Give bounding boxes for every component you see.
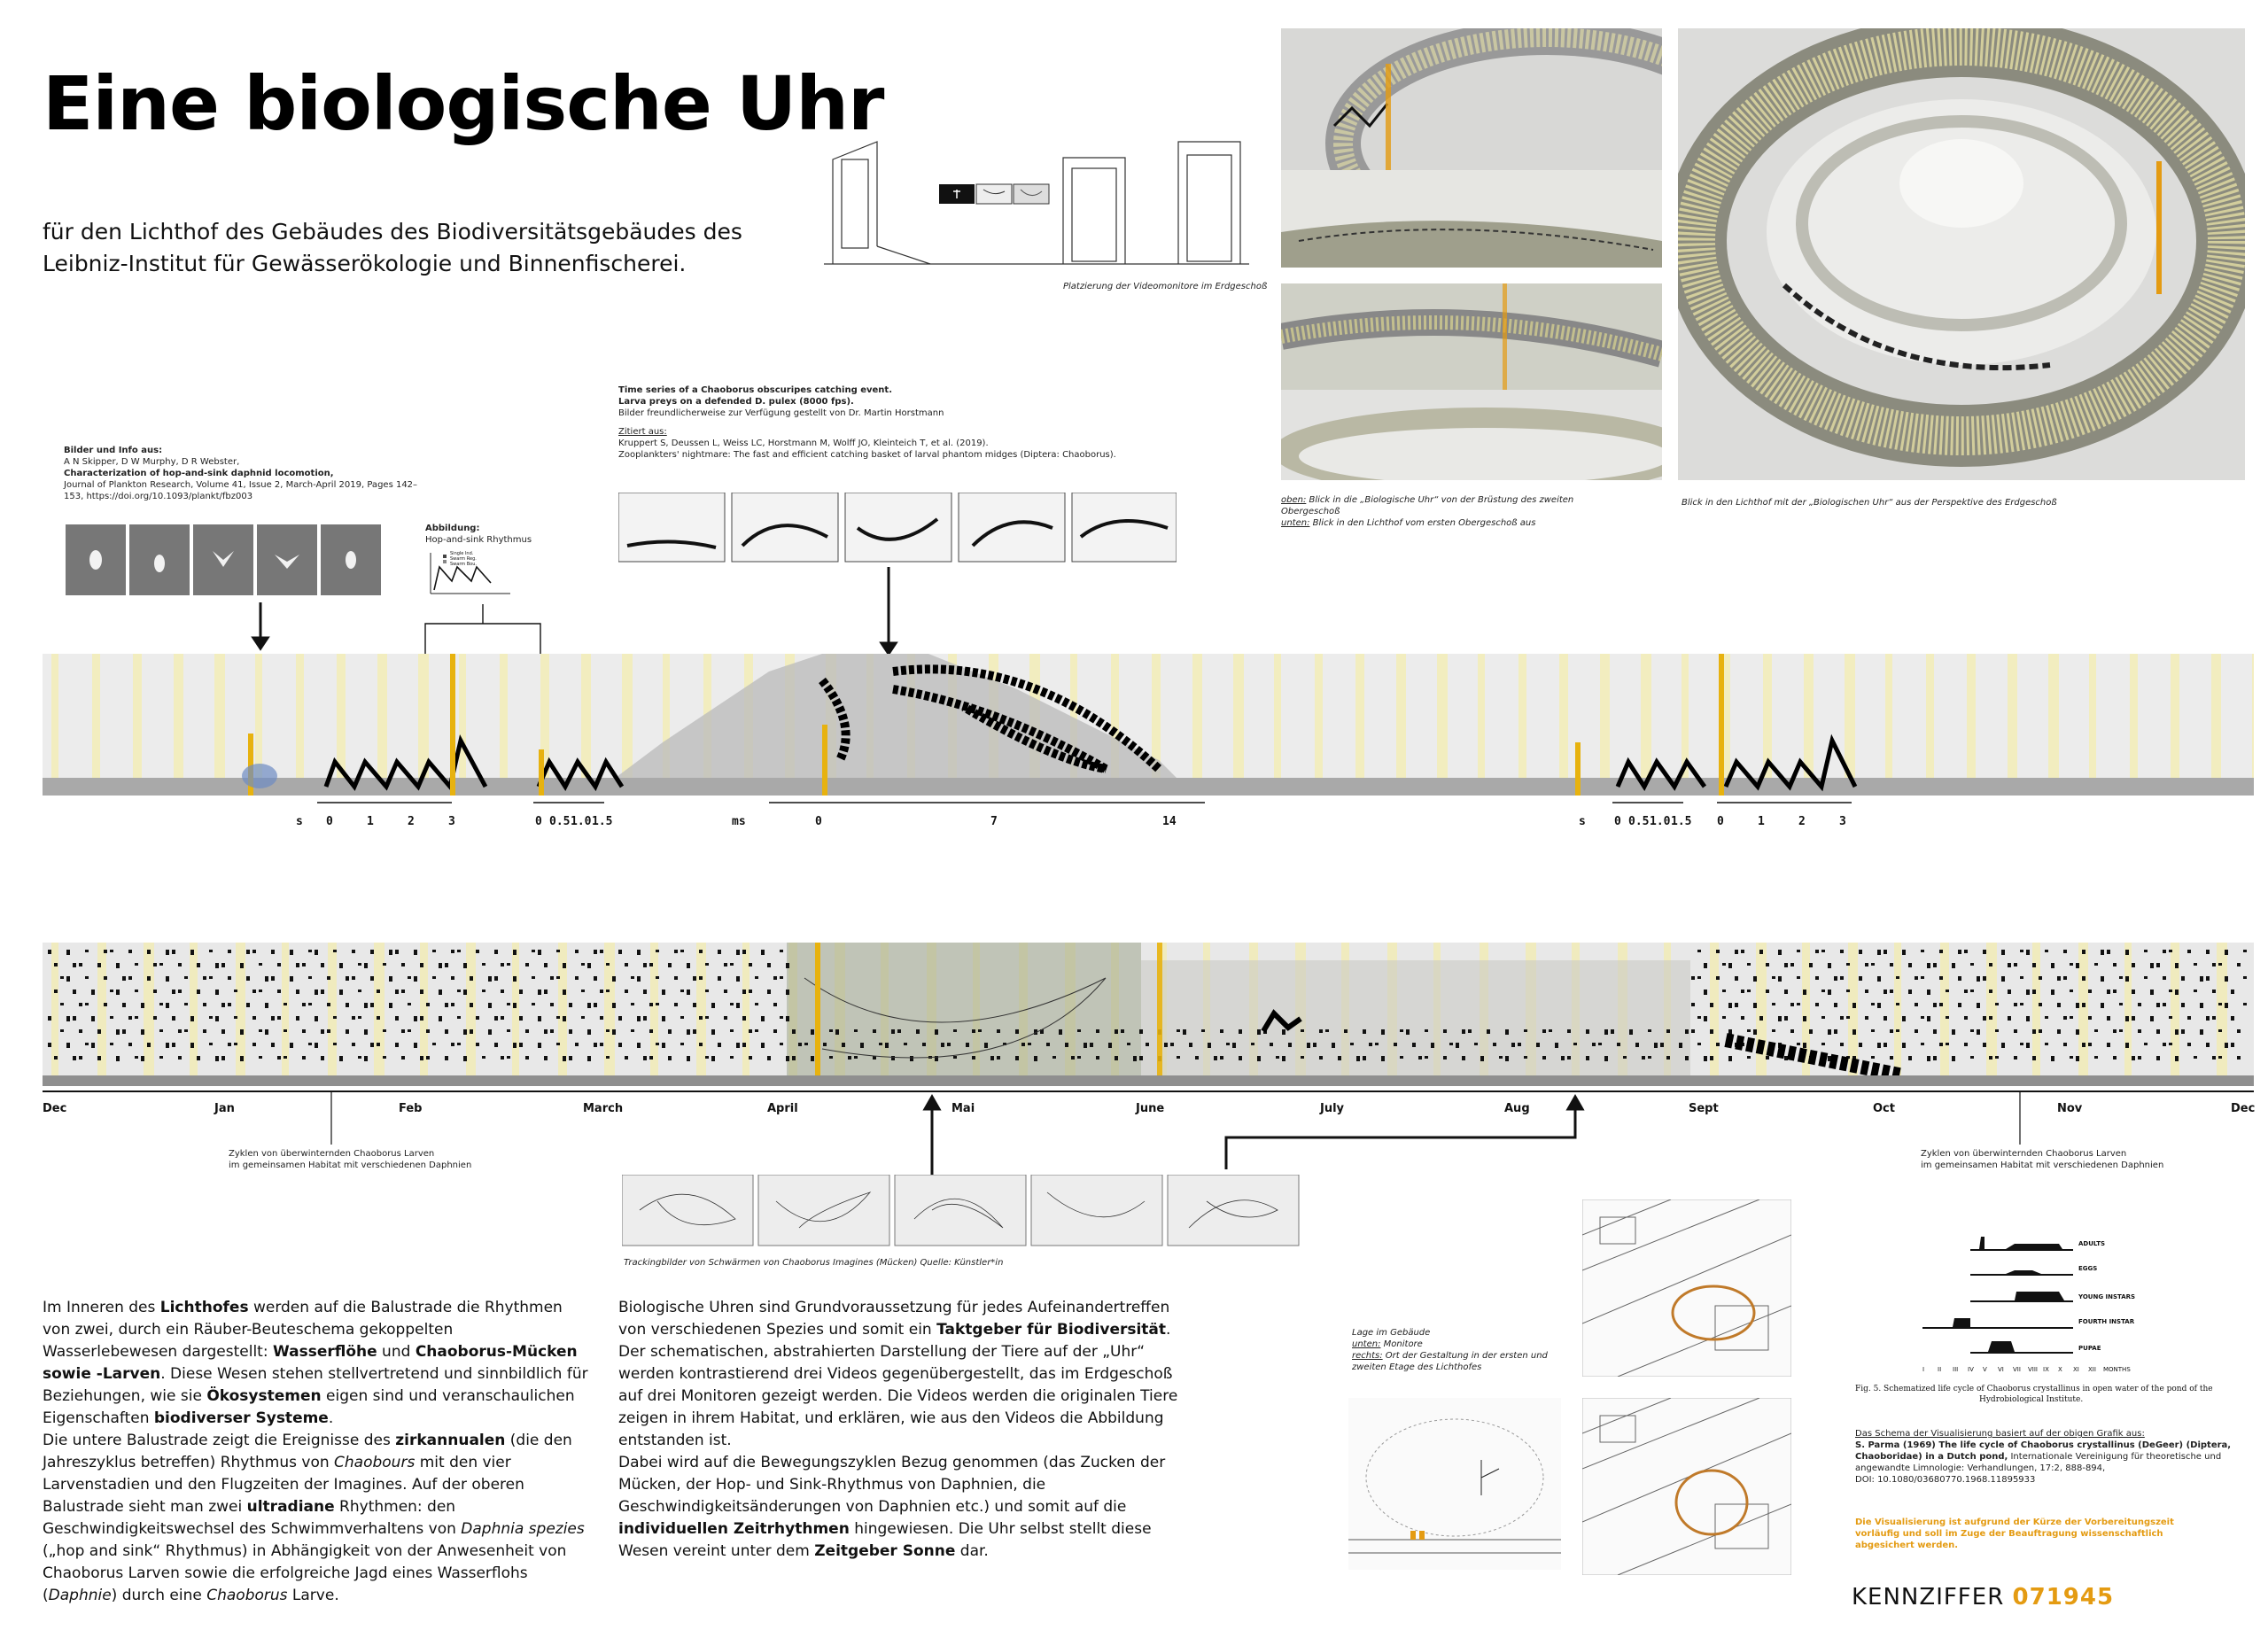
lifecycle-axis-label: VII	[2013, 1366, 2021, 1373]
month-label: Dec	[2231, 1102, 2256, 1115]
lifecycle-schema	[1917, 1226, 2236, 1368]
upper-scale-s-left: s	[296, 815, 303, 828]
zitiert-line-2: Zooplankters' nightmare: The fast and efficient catching basket of larval phantom midges (Diptera: Chaoborus).	[618, 450, 1116, 460]
tick: 0.5	[1628, 815, 1650, 828]
note-orange: Die Visualisierung ist aufgrund der Kürze der Vorbereitungszeit vorläufig und soll im Zuge der Beauftragung wissenschaftlich abgesichert werden.	[1855, 1517, 2174, 1550]
month-label: April	[767, 1102, 798, 1115]
lifecycle-axis	[1922, 1366, 2241, 1377]
lower-annual-band	[43, 943, 2254, 1086]
chaoborus-line-2: Larva preys on a defended D. pulex (8000 fps).	[618, 397, 854, 407]
zyklen-caption-left: Zyklen von überwinternden Chaoborus Larven im gemeinsamen Habitat mit verschiedenen Daphnien	[229, 1149, 472, 1170]
tick: 1.0	[571, 815, 592, 828]
month-label: Jan	[214, 1102, 235, 1115]
lifecycle-axis-label: V	[1983, 1366, 1987, 1373]
subtitle-line-2: Leibniz-Institut für Gewässerökologie und Binnenfischerei.	[43, 251, 687, 276]
body-text-middle: Biologische Uhren sind Grundvoraussetzung für jedes Aufeinandertreffen von verschiedenen Spezies und somit ein Taktgeber für Biodiversität. Der schematischen, abstrahierten Darstellung der Tiere auf der „Uhr“ werden kontrastierend drei Videos gegenübergestellt, das im Erdgeschoß auf drei Monitoren gezeigt werden. Die Videos werden die originalen Tiere zeigen in ihrem Habitat, und erklären, wie aus den Videos die Abbildung entstanden ist. Dabei wird auf die Bewegungszyklen Bezug genommen (das Zucken der Mücken, der Hop- und Sink-Rhythmus von Daphnien, die Geschwindigkeitsänderungen von Daphnien etc.) und somit auf die individuellen Zeitrhythmen hingewiesen. Die Uhr selbst stellt diese Wesen vereint unter dem Zeitgeber Sonne dar.	[618, 1299, 1178, 1560]
kennziffer-number: 071945	[2012, 1584, 2115, 1611]
lifecycle-axis-label: III	[1953, 1366, 1959, 1373]
chaoborus-line-1: Time series of a Chaoborus obscuripes catching event.	[618, 385, 892, 395]
subtitle-line-1: für den Lichthof des Gebäudes des Biodiversitätsgebäudes des	[43, 219, 742, 244]
tick: 1	[367, 815, 374, 828]
month-label: Dec	[43, 1102, 67, 1115]
body-text-left: Im Inneren des Lichthofes werden auf die Balustrade die Rhythmen von zwei, durch ein Räuber-Beuteschema gekoppelten Wasserlebewesen dargestellt: Wasserflöhe und Chaoborus-Mücken sowie -Larven. Diese Wesen stehen stellvertretend und sinnbildlich für Beziehungen, wie sie Ökosystemen eigen sind und veranschaulichen Eigenschaften biodiverser Systeme. Die untere Balustrade zeigt die Ereignisse des zirkannualen (die den Jahreszyklus betreffen) Rhythmus von Chaobours mit den vier Larvenstadien und den Flugzeiten der Imagines. Auf der oberen Balustrade sieht man zwei ultradiane Rhythmen: den Geschwindigkeitswechsel des Schwimmverhaltens von Daphnia spezies („hop and sink“ Rhythmus) in Abhängigkeit von der Anwesenheit von Chaoborus Larven sowie die erfolgreiche Jagd eines Wasserflohs (Daphnie) durch eine Chaoborus Larve.	[43, 1299, 588, 1604]
lifecycle-row-young: YOUNG INSTARS	[2078, 1293, 2136, 1300]
upper-scale-s-right: s	[1579, 815, 1586, 828]
tick: 2	[408, 815, 415, 828]
floorplan-second	[1582, 1398, 1791, 1575]
zitiert-head: Zitiert aus:	[618, 427, 667, 437]
schema-reference: Das Schema der Visualisierung basiert auf der obigen Grafik aus: S. Parma (1969) The life cycle of Chaoborus crystallinus (DeGeer) (Diptera, Chaoboridae) in a Dutch pond, Internationale Vereinigung für theoretische und angewandte Limnologie: Verhandlungen, 17:2, 888-894, DOI: 10.1080/03680770.1968.11895933	[1855, 1429, 2232, 1485]
lifecycle-axis-label: II	[1938, 1366, 1942, 1373]
abbildung-head: Abbildung:	[425, 524, 480, 533]
tick: 0	[535, 815, 542, 828]
lage-caption: Lage im Gebäude unten: Monitore rechts: Ort der Gestaltung in der ersten und zweiten Etage des Lichthofes	[1352, 1328, 1548, 1372]
tick: 0	[815, 815, 822, 828]
kennziffer	[1852, 1584, 2114, 1611]
tick: 1.5	[1671, 815, 1692, 828]
lifecycle-row-fourth: FOURTH INSTAR	[2078, 1318, 2135, 1325]
lifecycle-row-pupae: PUPAE	[2078, 1345, 2101, 1352]
zyklen-caption-right: Zyklen von überwinternden Chaoborus Larven im gemeinsamen Habitat mit verschiedenen Daphnien	[1921, 1149, 2164, 1170]
fig-caption: Fig. 5. Schematized life cycle of Chaoborus crystallinus in open water of the pond of the Hydrobiological Institute.	[1855, 1385, 2213, 1404]
tick: 3	[448, 815, 455, 828]
tracking-image-strip	[622, 1175, 1304, 1247]
tick: 1.5	[592, 815, 613, 828]
month-label: Sept	[1689, 1102, 1719, 1115]
tick: 3	[1839, 815, 1846, 828]
skipper-head: Bilder und Info aus:	[64, 446, 163, 455]
caption-unten: unten: Blick in den Lichthof vom ersten Obergeschoß aus	[1281, 518, 1536, 528]
month-label: June	[1136, 1102, 1165, 1115]
tracking-caption: Trackingbilder von Schwärmen von Chaoborus Imagines (Mücken) Quelle: Künstler*in	[624, 1258, 1004, 1268]
lifecycle-row-eggs: EGGS	[2078, 1265, 2098, 1272]
upper-rhythm-band	[43, 654, 2254, 796]
lifecycle-axis-label: IV	[1968, 1366, 1974, 1373]
tick: 0	[1614, 815, 1621, 828]
page-title: Eine biologische Uhr	[43, 60, 884, 147]
month-label: Feb	[399, 1102, 423, 1115]
upper-scale-ms: ms	[732, 815, 746, 828]
upper-scales	[0, 797, 2268, 833]
tick: 7	[990, 815, 998, 828]
lifecycle-axis-label: XII	[2088, 1366, 2096, 1373]
kennziffer-label: KENNZIFFER	[1852, 1584, 2005, 1611]
tick: 0	[1717, 815, 1724, 828]
lifecycle-axis-label: VI	[1998, 1366, 2004, 1373]
zitiert-line-1: Kruppert S, Deussen L, Weiss LC, Horstmann M, Wolff JO, Kleinteich T, et al. (2019).	[618, 439, 989, 448]
lifecycle-axis-label: XI	[2073, 1366, 2079, 1373]
lifecycle-axis-label: I	[1922, 1366, 1925, 1373]
month-axis	[43, 1088, 2254, 1123]
floorplan-first	[1582, 1199, 1791, 1377]
month-label: Nov	[2057, 1102, 2083, 1115]
tick: 1	[1758, 815, 1765, 828]
month-label: July	[1320, 1102, 1345, 1115]
tick: 0.5	[549, 815, 571, 828]
caption-oben-2: Obergeschoß	[1281, 507, 1340, 516]
skipper-title: Characterization of hop-and-sink daphnid locomotion,	[64, 469, 334, 478]
lichthof-caption: Blick in den Lichthof mit der „Biologischen Uhr“ aus der Perspektive des Erdgeschoß	[1682, 498, 2057, 508]
caption-oben: oben: Blick in die „Biologische Uhr“ von der Brüstung des zweiten	[1281, 495, 1574, 505]
monitor-caption: Platzierung der Videomonitore im Erdgeschoß	[1063, 282, 1268, 291]
month-label: Aug	[1504, 1102, 1530, 1115]
month-label: Oct	[1873, 1102, 1895, 1115]
lifecycle-axis-label: X	[2058, 1366, 2062, 1373]
tick: 1.0	[1650, 815, 1671, 828]
tick: 14	[1162, 815, 1177, 828]
floorplan-ground	[1348, 1398, 1561, 1570]
chaoborus-line-3: Bilder freundlicherweise zur Verfügung gestellt von Dr. Martin Horstmann	[618, 408, 944, 418]
tick: 2	[1798, 815, 1806, 828]
lifecycle-axis-label: VIII	[2028, 1366, 2038, 1373]
month-label: Mai	[951, 1102, 975, 1115]
skipper-journal-1: Journal of Plankton Research, Volume 41, Issue 2, March-April 2019, Pages 142–	[64, 480, 418, 490]
lifecycle-row-adults: ADULTS	[2078, 1240, 2106, 1247]
abbildung-sub: Hop-and-sink Rhythmus	[425, 535, 532, 545]
month-label: March	[583, 1102, 624, 1115]
tick: 0	[326, 815, 333, 828]
lifecycle-axis-label: MONTHS	[2103, 1366, 2131, 1373]
mini-legend: Single Ind. Swarm Reg. Swarm Bou.	[450, 551, 478, 567]
lifecycle-axis-label: IX	[2043, 1366, 2049, 1373]
skipper-authors: A N Skipper, D W Murphy, D R Webster,	[64, 457, 240, 467]
skipper-journal-2: 153, https://doi.org/10.1093/plankt/fbz003	[64, 492, 253, 501]
